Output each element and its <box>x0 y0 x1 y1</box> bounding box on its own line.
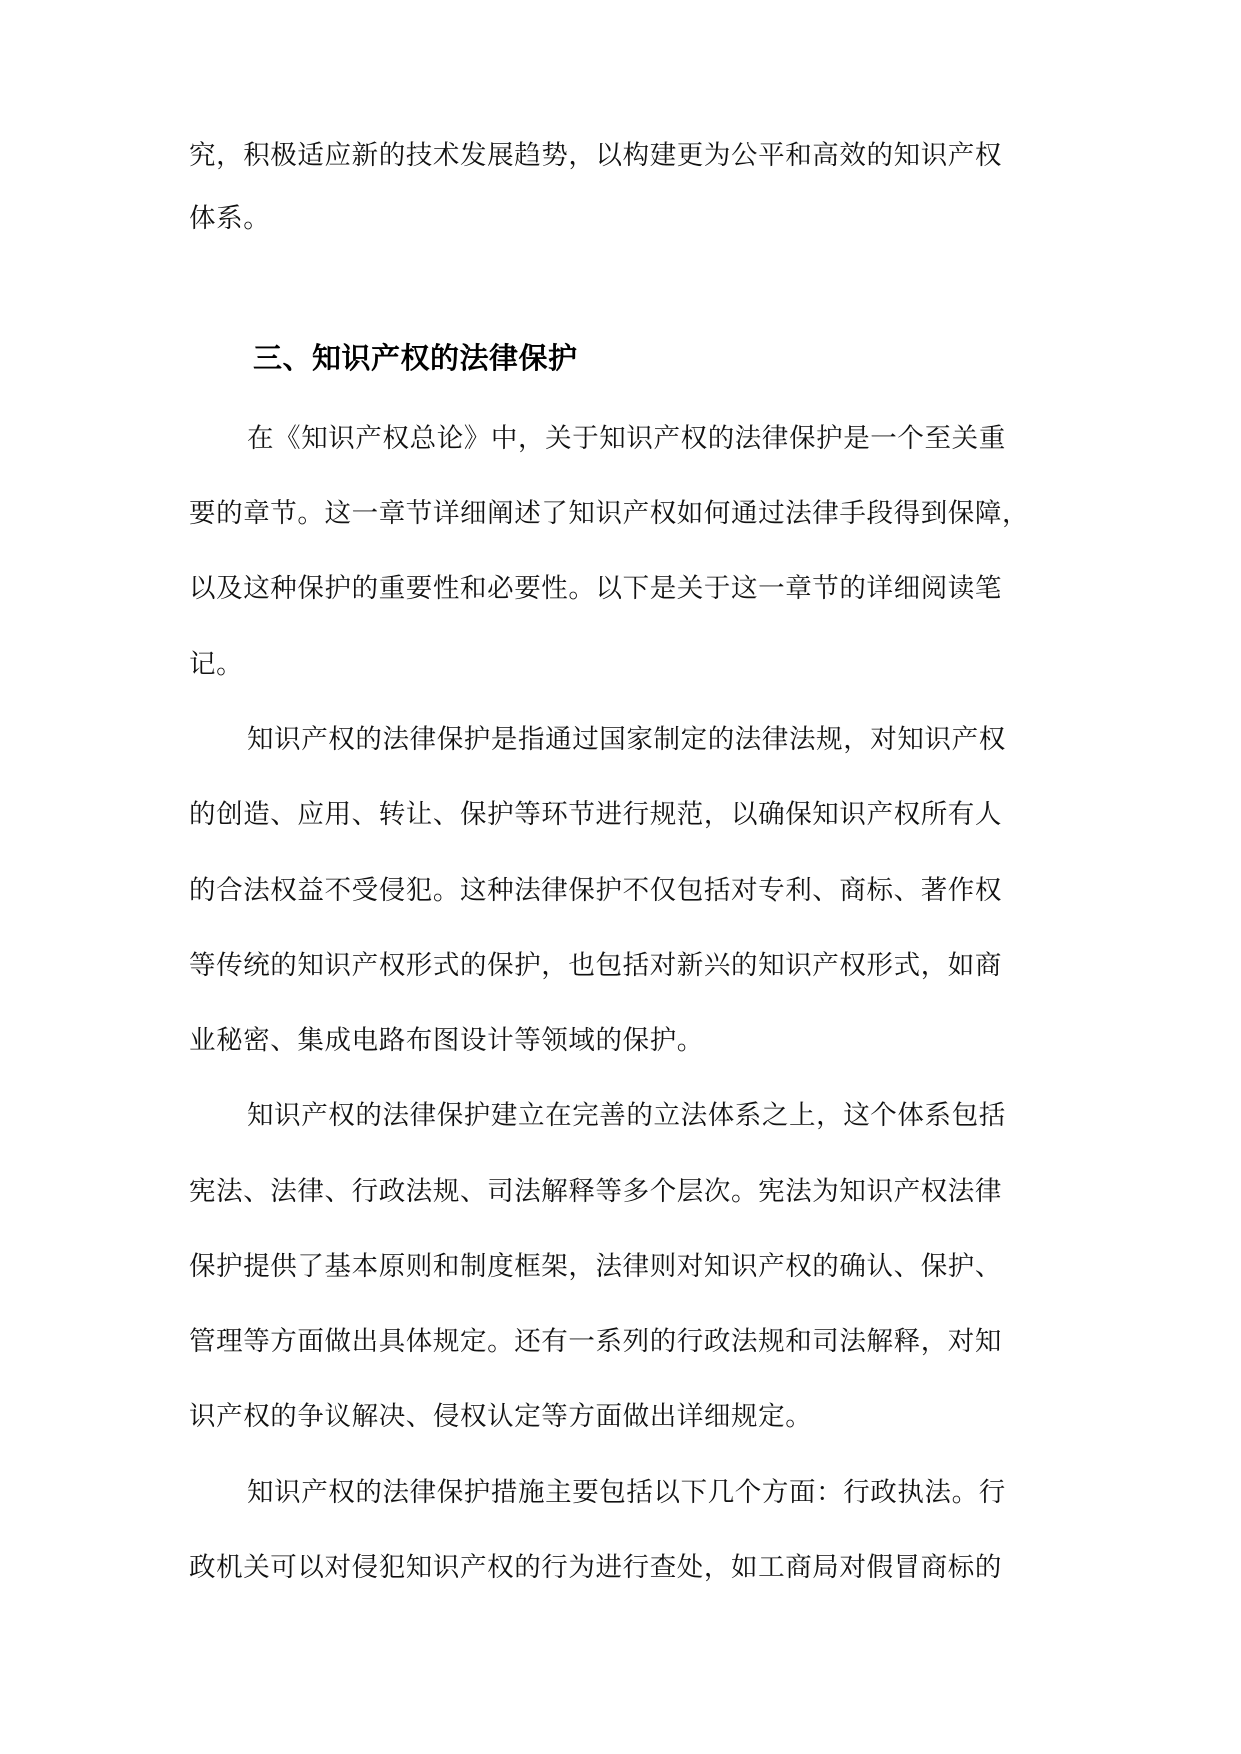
text-line: 保护提供了基本原则和制度框架，法律则对知识产权的确认、保护、 <box>189 1251 1002 1282</box>
text-line: 管理等方面做出具体规定。还有一系列的行政法规和司法解释，对知 <box>189 1326 1002 1357</box>
paragraph-first-line: 在《知识产权总论》中，关于知识产权的法律保护是一个至关重 <box>247 423 1006 454</box>
text-line: 识产权的争议解决、侵权认定等方面做出详细规定。 <box>189 1401 813 1432</box>
paragraph-first-line: 知识产权的法律保护是指通过国家制定的法律法规，对知识产权 <box>247 724 1006 755</box>
text-line: 宪法、法律、行政法规、司法解释等多个层次。宪法为知识产权法律 <box>189 1176 1002 1207</box>
section-heading: 三、知识产权的法律保护 <box>253 341 578 375</box>
paragraph-first-line: 知识产权的法律保护建立在完善的立法体系之上，这个体系包括 <box>247 1100 1006 1131</box>
text-line: 政机关可以对侵犯知识产权的行为进行查处，如工商局对假冒商标的 <box>189 1552 1002 1583</box>
paragraph-first-line: 知识产权的法律保护措施主要包括以下几个方面：行政执法。行 <box>247 1477 1006 1508</box>
text-line: 业秘密、集成电路布图设计等领域的保护。 <box>189 1025 704 1056</box>
text-line: 等传统的知识产权形式的保护，也包括对新兴的知识产权形式，如商 <box>189 950 1002 981</box>
text-line: 以及这种保护的重要性和必要性。以下是关于这一章节的详细阅读笔 <box>189 573 1002 604</box>
text-line: 体系。 <box>189 203 271 234</box>
text-line: 究，积极适应新的技术发展趋势，以构建更为公平和高效的知识产权 <box>189 140 1002 171</box>
text-line: 的创造、应用、转让、保护等环节进行规范，以确保知识产权所有人 <box>189 799 1002 830</box>
text-line: 记。 <box>189 649 244 680</box>
text-line: 的合法权益不受侵犯。这种法律保护不仅包括对专利、商标、著作权 <box>189 875 1002 906</box>
text-line: 要的章节。这一章节详细阐述了知识产权如何通过法律手段得到保障， <box>189 498 1030 529</box>
